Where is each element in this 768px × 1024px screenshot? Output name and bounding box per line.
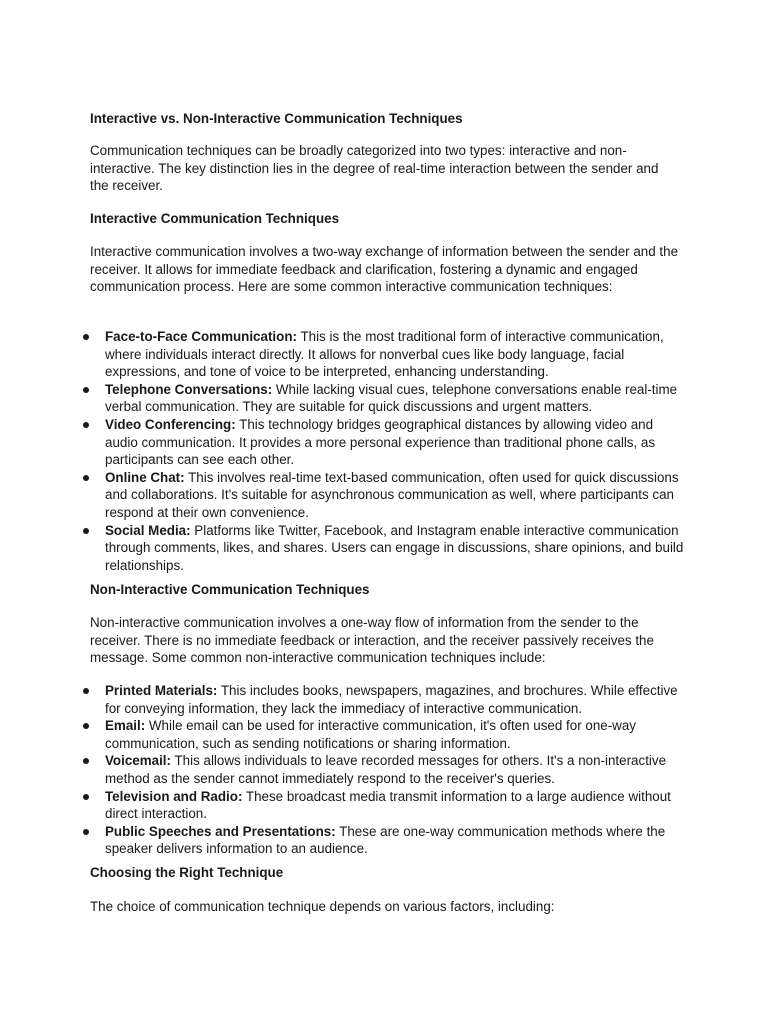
list-item-text: While email can be used for interactive communication, it's often used for one-way communication, such as sending notifications or sharing information. xyxy=(105,718,636,751)
list-item-text: These are one-way communication methods where the speaker delivers information to an audience. xyxy=(105,823,666,857)
bullet-icon xyxy=(83,829,89,835)
list-item-text: While lacking visual cues, telephone conversations enable real-time verbal communication. They are suitable for quick discussions and urgent matters. xyxy=(105,381,678,415)
list-item xyxy=(105,522,685,575)
interactive-list xyxy=(105,328,685,574)
list-item-text: Platforms like Twitter, Facebook, and Instagram enable interactive communication through comments, likes, and shares. Users can engage in discussions, share opinions, and build relationships. xyxy=(105,522,684,573)
list-item-text: This involves real-time text-based communication, often used for quick discussions and collaborations. It's suitable for asynchronous communication as well, where participants can respond at their own convenience. xyxy=(105,469,679,520)
list-item-text: This allows individuals to leave recorded messages for others. It's a non-interactive method as the sender cannot immediately respond to the receiver's queries. xyxy=(105,753,667,786)
list-item-term: Telephone Conversations: xyxy=(105,381,273,397)
list-item-term: Public Speeches and Presentations: xyxy=(105,823,336,839)
list-item-term: Social Media: xyxy=(105,522,191,538)
list-item xyxy=(105,788,685,823)
document-title: Interactive vs. Non-Interactive Communication Techniques xyxy=(90,111,463,126)
bullet-icon xyxy=(83,758,89,764)
list-item xyxy=(105,682,685,717)
list-item-text: This technology bridges geographical distances by allowing video and audio communication. It provides a more personal experience than traditional phone calls, as participants can see each other. xyxy=(105,416,656,468)
list-item-text: These broadcast media transmit information to a large audience without direct interaction. xyxy=(105,788,671,822)
list-item-text: This is the most traditional form of interactive communication, where individuals interact directly. It allows for nonverbal cues like body language, facial expressions, and tone of voice to be interpreted, enhancing understanding. xyxy=(105,329,664,380)
choosing-heading: Choosing the Right Technique xyxy=(90,865,284,880)
intro-paragraph: Communication techniques can be broadly categorized into two types: interactive and non-interactive. The key distinction lies in the degree of real-time interaction between the sender and the receiver. xyxy=(90,143,659,194)
list-item xyxy=(105,328,685,381)
list-item xyxy=(105,717,685,752)
list-item xyxy=(105,469,685,522)
noninteractive-heading: Non-Interactive Communication Techniques xyxy=(90,582,370,597)
list-item-term: Voicemail: xyxy=(105,753,171,769)
bullet-icon xyxy=(83,528,89,534)
list-item-term: Video Conferencing: xyxy=(105,416,236,432)
interactive-heading: Interactive Communication Techniques xyxy=(90,211,340,226)
list-item xyxy=(105,416,685,469)
list-item-text: This includes books, newspapers, magazines, and brochures. While effective for conveying information, they lack the immediacy of interactive communication. xyxy=(105,683,678,716)
list-item-term: Television and Radio: xyxy=(105,788,243,804)
bullet-icon xyxy=(83,387,89,393)
list-item-term: Online Chat: xyxy=(105,469,185,485)
bullet-icon xyxy=(83,723,89,729)
list-item-term: Email: xyxy=(105,718,146,734)
noninteractive-list xyxy=(105,682,685,858)
bullet-icon xyxy=(83,475,89,481)
list-item xyxy=(105,381,685,416)
list-item xyxy=(105,752,685,787)
list-item-term: Printed Materials: xyxy=(105,683,218,698)
bullet-icon xyxy=(83,422,89,428)
bullet-icon xyxy=(83,794,89,800)
choosing-paragraph: The choice of communication technique depends on various factors, including: xyxy=(90,899,555,914)
bullet-icon xyxy=(83,334,89,340)
list-item xyxy=(105,823,685,858)
noninteractive-paragraph: Non-interactive communication involves a one-way flow of information from the sender to the receiver. There is no immediate feedback or interaction, and the receiver passively receives the message. Some common non-interactive communication techniques include: xyxy=(90,615,654,666)
interactive-paragraph: Interactive communication involves a two-way exchange of information between the sender and the receiver. It allows for immediate feedback and clarification, fostering a dynamic and engaged communication process. Here are some common interactive communication techniques: xyxy=(90,244,679,295)
list-item-term: Face-to-Face Communication: xyxy=(105,329,297,344)
bullet-icon xyxy=(83,688,89,694)
